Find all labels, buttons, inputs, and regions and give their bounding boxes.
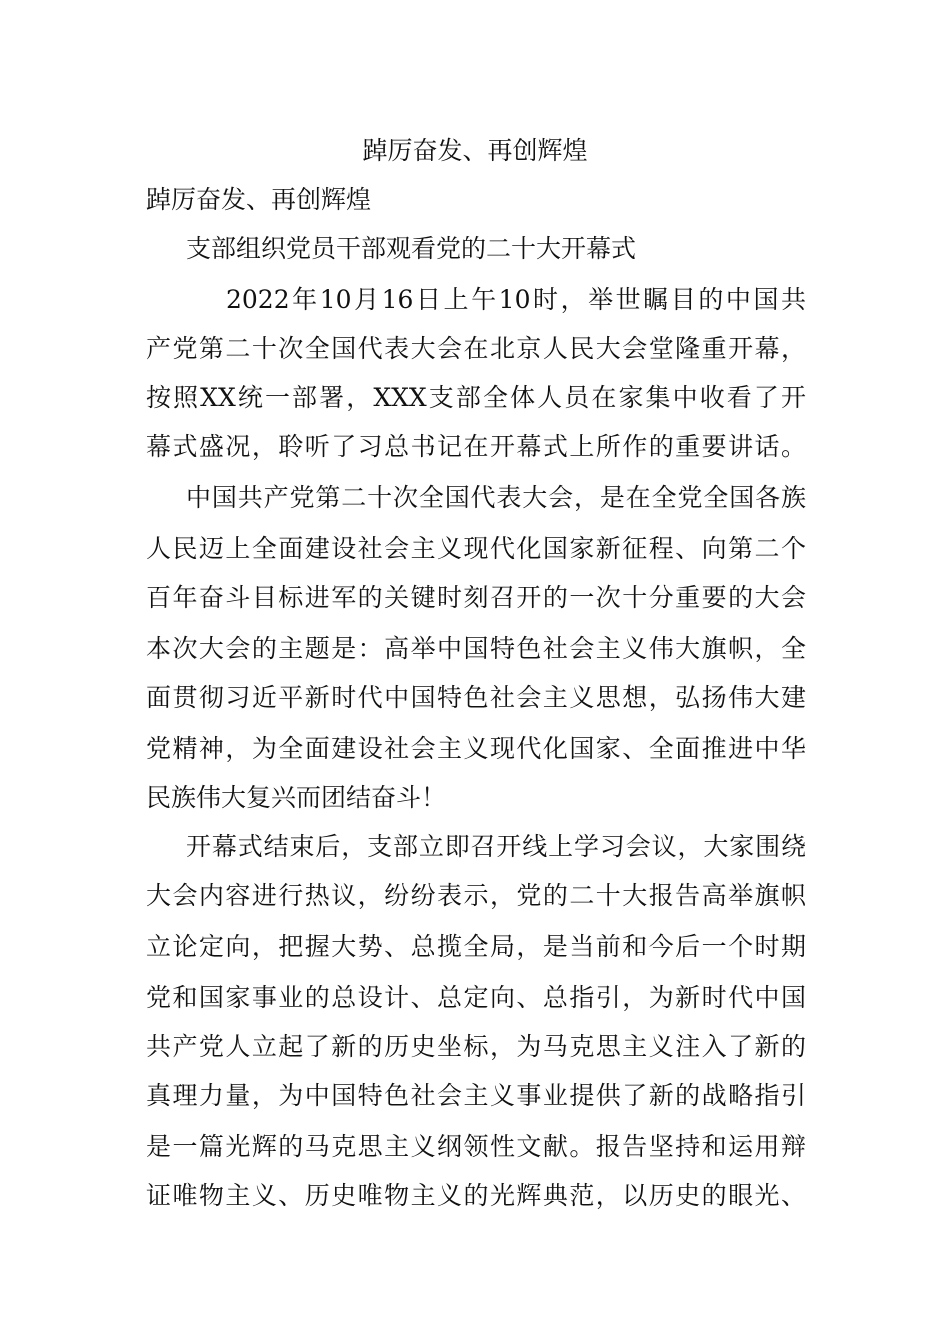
paragraph-line: 本次大会的主题是：高举中国特色社会主义伟大旗帜，全 <box>146 634 806 663</box>
paragraph-line: 人民迈上全面建设社会主义现代化国家新征程、向第二个 <box>146 534 806 563</box>
paragraph-line: 产党第二十次全国代表大会在北京人民大会堂隆重开幕， <box>146 334 806 363</box>
paragraph-line: 面贯彻习近平新时代中国特色社会主义思想，弘扬伟大建 <box>146 683 806 712</box>
paragraph-line: 按照XX统一部署，XXX支部全体人员在家集中收看了开 <box>146 383 806 412</box>
paragraph-line: 真理力量，为中国特色社会主义事业提供了新的战略指引 <box>146 1081 806 1110</box>
document-title: 踔厉奋发、再创辉煌 <box>362 136 588 165</box>
paragraph-line: 开幕式结束后，支部立即召开线上学习会议，大家围绕 <box>186 832 806 861</box>
paragraph-line: 2022年10月16日上午10时，举世瞩目的中国共 <box>226 285 806 314</box>
paragraph-line: 党和国家事业的总设计、总定向、总指引，为新时代中国 <box>146 983 806 1012</box>
paragraph-line: 中国共产党第二十次全国代表大会，是在全党全国各族 <box>186 483 806 512</box>
paragraph-line: 民族伟大复兴而团结奋斗！ <box>146 783 447 812</box>
paragraph-line: 幕式盛况，聆听了习总书记在开幕式上所作的重要讲话。 <box>146 432 806 461</box>
paragraph-line: 党精神，为全面建设社会主义现代化国家、全面推进中华 <box>146 734 806 763</box>
paragraph-line: 共产党人立起了新的历史坐标，为马克思主义注入了新的 <box>146 1032 806 1061</box>
document-subtitle: 踔厉奋发、再创辉煌 <box>146 185 372 214</box>
paragraph-line: 立论定向，把握大势、总揽全局，是当前和今后一个时期 <box>146 932 806 961</box>
section-heading: 支部组织党员干部观看党的二十大开幕式 <box>186 234 637 263</box>
paragraph-line: 证唯物主义、历史唯物主义的光辉典范，以历史的眼光、 <box>146 1181 806 1210</box>
paragraph-line: 百年奋斗目标进军的关键时刻召开的一次十分重要的大会 <box>146 583 806 612</box>
paragraph-line: 是一篇光辉的马克思主义纲领性文献。报告坚持和运用辩 <box>146 1132 806 1161</box>
paragraph-line: 大会内容进行热议，纷纷表示，党的二十大报告高举旗帜 <box>146 881 806 910</box>
